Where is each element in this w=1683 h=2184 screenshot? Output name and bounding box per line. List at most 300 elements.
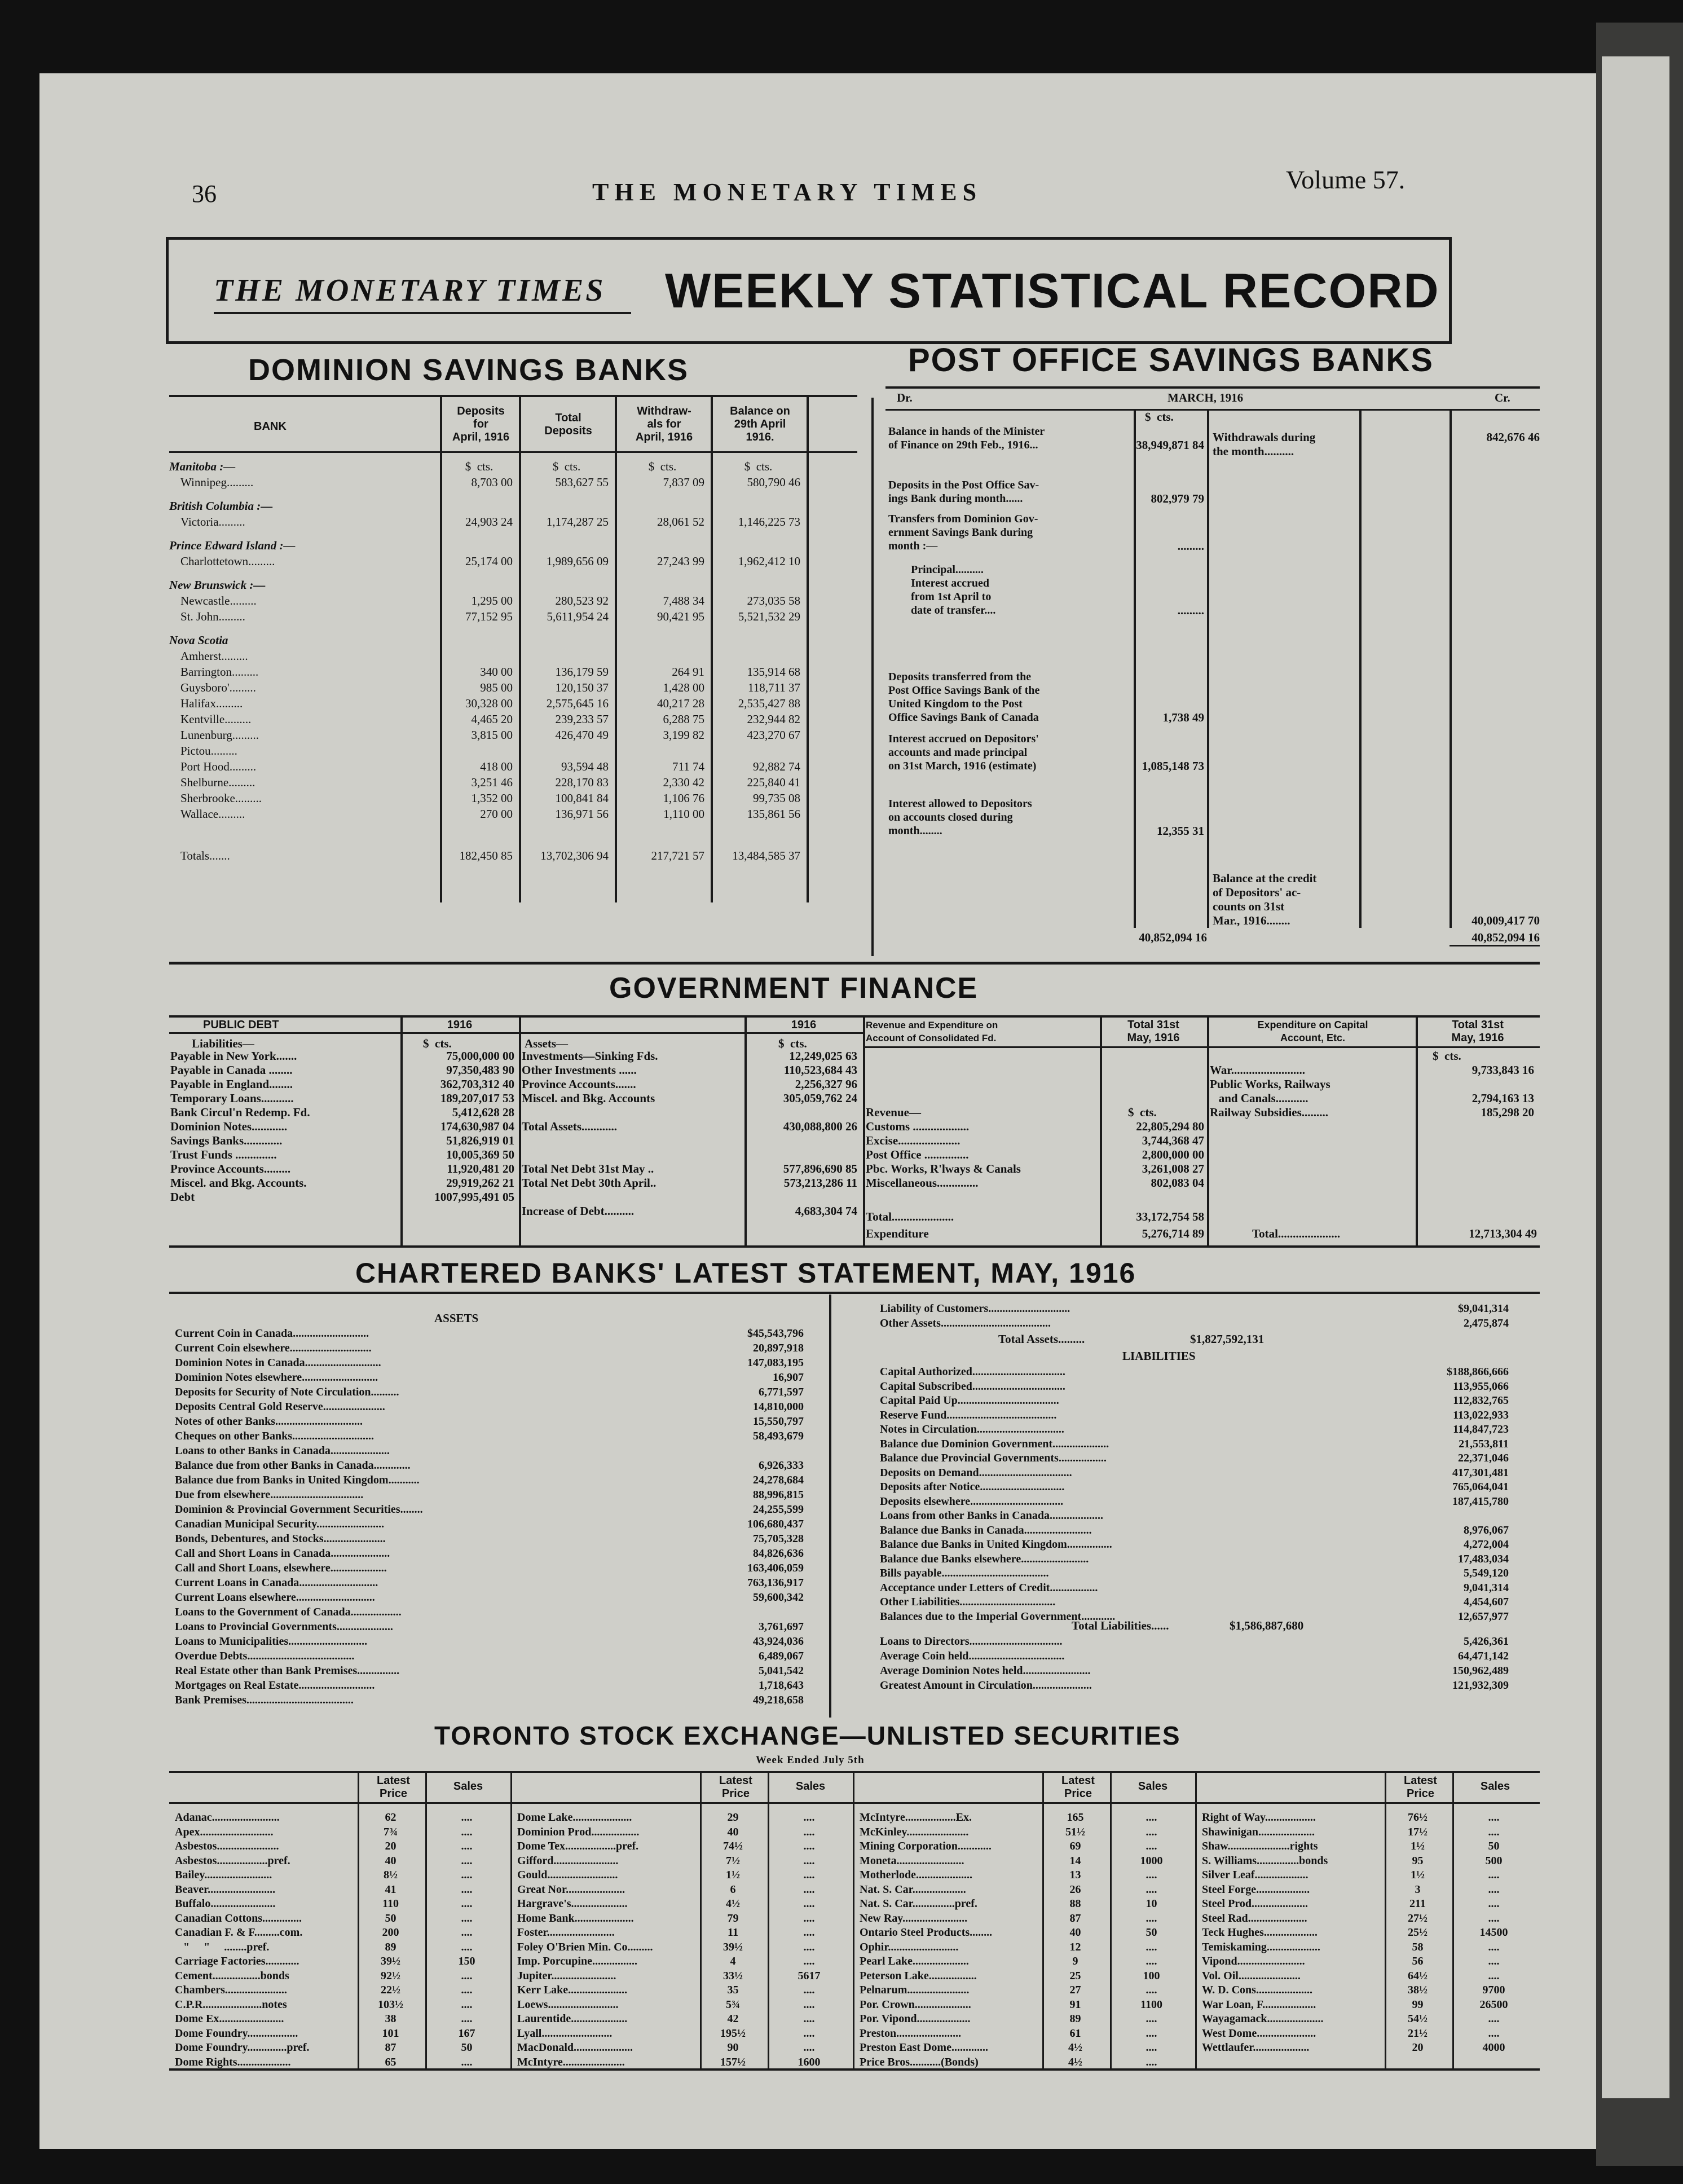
rule	[1385, 1771, 1386, 2068]
liability-label: Payable in New York.......	[170, 1049, 297, 1063]
stock-price: 5¾	[726, 1998, 740, 2011]
capital-label: Public Works, Railways	[1210, 1077, 1330, 1091]
dominion-cell-t: 1,174,287 25	[546, 515, 609, 529]
asset-value: 305,059,762 24	[783, 1091, 857, 1105]
capital-label: Railway Subsidies.........	[1210, 1106, 1329, 1119]
stock-name: West Dome.....................	[1202, 2027, 1316, 2040]
dominion-row	[169, 744, 807, 758]
dominion-cell-d: 1,352 00	[471, 791, 513, 805]
revenue-total-label: Total.....................	[866, 1210, 954, 1223]
col-deposits: Deposits for April, 1916	[452, 405, 510, 443]
stock-price: 89	[385, 1940, 396, 1953]
stock-sales: 9700	[1482, 1984, 1505, 1996]
stock-price: 65	[385, 2055, 396, 2068]
dominion-row-label: Totals.......	[180, 849, 230, 862]
stock-price: 13	[1069, 1869, 1081, 1881]
stock-col-price: Latest Price	[1061, 1774, 1095, 1800]
po-item-text: Deposits in the Post Office Sav- ings Bank during month......	[888, 479, 1039, 505]
stock-price: 62	[385, 1811, 396, 1824]
dominion-row	[169, 594, 807, 608]
chartered-customer-label: Liability of Customers.............................	[880, 1302, 1070, 1315]
dominion-cell-d: 3,251 46	[471, 776, 513, 789]
chartered-asset-label: Loans to the Government of Canada..................	[175, 1606, 402, 1618]
asset-value: 110,523,684 43	[783, 1063, 857, 1077]
stock-name: Por. Vipond...................	[860, 2013, 971, 2025]
asset-label: Investments—Sinking Fds.	[522, 1049, 658, 1063]
chartered-asset-value: 147,083,195	[747, 1357, 804, 1369]
stock-sales: 50	[1488, 1840, 1500, 1852]
dominion-cell-d: 418 00	[480, 760, 513, 773]
stock-price: 17½	[1408, 1825, 1428, 1838]
stock-name: Apex..........................	[175, 1825, 274, 1838]
dominion-row-label: Pictou.........	[180, 744, 237, 758]
dominion-row	[169, 539, 807, 553]
stock-sales: ....	[461, 1926, 473, 1939]
chartered-asset-label: Dominion Notes in Canada...........................	[175, 1357, 381, 1369]
stock-price: 20	[1412, 2041, 1424, 2054]
liability-value: 174,630,987 04	[440, 1120, 514, 1133]
dominion-cell-w: 1,106 76	[663, 791, 704, 805]
capital-head: Expenditure on Capital Account, Etc.	[1257, 1019, 1368, 1043]
stock-sales: ....	[1146, 1883, 1157, 1896]
dominion-row-label: Barrington.........	[180, 665, 259, 679]
dominion-cell-d: 1,295 00	[471, 594, 513, 607]
liability-value: 29,919,262 21	[446, 1176, 514, 1190]
chartered-asset-label: Loans to Municipalities............................	[175, 1635, 368, 1648]
stock-sales: 150	[458, 1955, 475, 1967]
po-item-amount: 1,085,148 73	[1142, 759, 1204, 773]
po-unit: $ cts.	[1145, 410, 1174, 424]
revenue-value: 22,805,294 80	[1136, 1120, 1204, 1133]
chartered-asset-value: 20,897,918	[753, 1342, 804, 1354]
dominion-cell-t: 280,523 92	[555, 594, 609, 607]
chartered-asset-value: 6,489,067	[759, 1650, 804, 1662]
capital-label: and Canals...........	[1210, 1091, 1308, 1105]
liability-label: Dominion Notes............	[170, 1120, 288, 1133]
chartered-customer-value: 2,475,874	[1464, 1317, 1509, 1329]
dominion-cell-b: 1,962,412 10	[738, 554, 800, 568]
liability-value: 11,920,481 20	[447, 1162, 514, 1175]
po-item-text: Balance in hands of the Minister of Finance on 29th Feb., 1916...	[888, 425, 1045, 451]
assets-unit: $ cts.	[778, 1037, 807, 1050]
stock-name: Foster........................	[517, 1926, 615, 1939]
stock-name: Asbestos..................pref.	[175, 1854, 290, 1867]
liability-label: Payable in England........	[170, 1077, 293, 1091]
dominion-cell-b: 232,944 82	[747, 712, 800, 726]
chartered-asset-label: Loans to other Banks in Canada.....................	[175, 1445, 390, 1457]
chartered-asset-value: 14,810,000	[753, 1401, 804, 1413]
debt-year: 1916	[447, 1019, 473, 1031]
stock-sales: ....	[1146, 2041, 1157, 2054]
stock-name: Buffalo.......................	[175, 1897, 276, 1910]
stock-name: Por. Crown....................	[860, 1998, 971, 2011]
chartered-liability-label: Capital Subscribed.................................	[880, 1380, 1065, 1393]
stock-name: Price Bros...........(Bonds)	[860, 2055, 979, 2068]
chartered-liability-label: Balance due Banks in Canada........................	[880, 1523, 1092, 1536]
stock-price: 211	[1409, 1897, 1426, 1910]
liability-label: Province Accounts.........	[170, 1162, 291, 1175]
stock-price: 12	[1069, 1940, 1081, 1953]
stock-sales: ....	[803, 2041, 815, 2054]
assets-year: 1916	[791, 1019, 817, 1031]
chartered-asset-value: 58,493,679	[753, 1430, 804, 1442]
dominion-cell-d: 270 00	[480, 807, 513, 821]
po-item-text: Transfers from Dominion Gov- ernment Savings Bank during month :—	[888, 513, 1038, 552]
stock-name: War Loan, F...................	[1202, 1998, 1316, 2011]
stock-price: 1½	[726, 1869, 740, 1881]
dominion-row	[169, 499, 807, 513]
dominion-row	[169, 728, 807, 742]
dominion-row	[169, 578, 807, 592]
stock-price: 41	[385, 1883, 396, 1896]
dominion-cell-d: 25,174 00	[465, 554, 513, 568]
dominion-cell-d: 24,903 24	[465, 515, 513, 529]
revenue-label: Revenue—	[866, 1106, 921, 1119]
stock-name: Preston East Dome.............	[860, 2041, 988, 2054]
dominion-row-label: British Columbia :—	[169, 499, 273, 513]
dominion-row	[169, 681, 807, 695]
dominion-cell-t: 228,170 83	[555, 776, 609, 789]
expenditure-label: Expenditure	[866, 1227, 929, 1240]
stock-title: TORONTO STOCK EXCHANGE—UNLISTED SECURITIES	[434, 1721, 1181, 1750]
rule	[169, 1771, 1540, 1773]
liability-label: Bank Circul'n Redemp. Fd.	[170, 1106, 310, 1119]
revenue-col: Total 31st May, 1916	[1127, 1019, 1180, 1044]
dominion-row	[169, 760, 807, 774]
stock-sales: ....	[803, 1998, 815, 2011]
dominion-row-label: Halifax.........	[180, 697, 243, 710]
chartered-bottom-label: Greatest Amount in Circulation.....................	[880, 1679, 1092, 1692]
revenue-head: Revenue and Expenditure on Account of Consolidated Fd.	[866, 1020, 998, 1043]
chartered-liability-value: 8,976,067	[1464, 1523, 1509, 1536]
stock-price: 110	[382, 1897, 399, 1910]
stock-sales: ....	[461, 1940, 473, 1953]
stock-name: Loews.........................	[517, 1998, 619, 2011]
chartered-asset-value: 6,926,333	[759, 1459, 804, 1472]
stock-sales: ....	[1146, 1955, 1157, 1967]
stock-price: 22½	[381, 1984, 400, 1996]
stock-name: McIntyre..................Ex.	[860, 1811, 972, 1824]
dominion-row	[169, 776, 807, 790]
stock-sales: ....	[461, 1840, 473, 1852]
po-withdrawals-amount: 842,676 46	[1486, 430, 1540, 444]
liabilities-head: Liabilities—	[192, 1037, 254, 1050]
dominion-cell-d: 3,815 00	[471, 728, 513, 742]
stock-sales: ....	[1488, 2013, 1500, 2025]
stock-name: MacDonald.....................	[517, 2041, 633, 2054]
stock-price: 14	[1069, 1854, 1081, 1867]
chartered-asset-label: Bonds, Debentures, and Stocks......................	[175, 1533, 386, 1545]
chartered-asset-value: 3,761,697	[759, 1621, 804, 1633]
liability-value: 75,000,000 00	[446, 1049, 514, 1063]
stock-sales: ....	[1488, 1883, 1500, 1896]
stock-price: 38½	[1408, 1984, 1428, 1996]
chartered-title: CHARTERED BANKS' LATEST STATEMENT, MAY, 1916	[355, 1257, 1136, 1289]
dominion-cell-t: 5,611,954 24	[547, 610, 609, 623]
stock-sales: ....	[461, 1854, 473, 1867]
liability-value: 1007,995,491 05	[434, 1190, 514, 1204]
dominion-row-label: Victoria.........	[180, 515, 245, 529]
stock-price: 39½	[381, 1955, 400, 1967]
dominion-row	[169, 554, 807, 569]
stock-sales: ....	[461, 1883, 473, 1896]
stock-name: Beaver........................	[175, 1883, 276, 1896]
rule	[358, 1771, 359, 2068]
chartered-asset-value: 24,278,684	[753, 1474, 804, 1486]
stock-name: New Ray.......................	[860, 1912, 968, 1925]
dominion-cell-w: 217,721 57	[651, 849, 704, 862]
stock-name: W. D. Cons....................	[1202, 1984, 1312, 1996]
stock-name: Adanac........................	[175, 1811, 280, 1824]
chartered-liability-value: 22,371,046	[1458, 1452, 1509, 1464]
dominion-cell-b: 1,146,225 73	[738, 515, 800, 529]
stock-sales: ....	[1488, 1940, 1500, 1953]
stock-sales: 50	[461, 2041, 473, 2054]
stock-name: McIntyre......................	[517, 2055, 625, 2068]
dominion-row-label: Nova Scotia	[169, 633, 228, 647]
dominion-cell-w: 3,199 82	[663, 728, 704, 742]
stock-price: 58	[1412, 1940, 1424, 1953]
chartered-liability-value: 187,415,780	[1452, 1495, 1509, 1508]
stock-sales: ....	[1146, 1940, 1157, 1953]
stock-name: Dome Foundry..................	[175, 2027, 298, 2040]
chartered-liability-label: Deposits on Demand.................................	[880, 1466, 1072, 1479]
dominion-cell-d: 182,450 85	[459, 849, 513, 862]
stock-sales: ....	[461, 1912, 473, 1925]
dominion-row-label: Amherst.........	[180, 649, 248, 663]
dominion-cell-w: 264 91	[672, 665, 704, 679]
dominion-row	[169, 697, 807, 711]
stock-name: Steel Forge...................	[1202, 1883, 1310, 1896]
dominion-cell-d: 340 00	[480, 665, 513, 679]
dominion-row-label: St. John.........	[180, 610, 245, 623]
stock-price: 42	[727, 2013, 739, 2025]
stock-price: 29	[727, 1811, 739, 1824]
stock-price: 195½	[720, 2027, 746, 2040]
stock-price: 7½	[726, 1854, 740, 1867]
stock-name: Canadian F. & F.........com.	[175, 1926, 303, 1939]
chartered-liability-value: 765,064,041	[1452, 1481, 1509, 1493]
capital-total-label: Total.....................	[1252, 1227, 1341, 1240]
stock-price: 33½	[723, 1969, 743, 1982]
dominion-cell-w: 27,243 99	[657, 554, 704, 568]
chartered-asset-label: Dominion Notes elsewhere...........................	[175, 1371, 378, 1384]
chartered-asset-label: Call and Short Loans, elsewhere....................	[175, 1562, 387, 1574]
dominion-cell-b: 135,861 56	[747, 807, 800, 821]
rule	[1042, 1771, 1044, 2068]
stock-name: C.P.R.....................notes	[175, 1998, 287, 2011]
chartered-asset-label: Current Loans in Canada............................	[175, 1577, 378, 1589]
stock-sales: ....	[803, 1912, 815, 1925]
chartered-asset-label: Deposits Central Gold Reserve......................	[175, 1401, 385, 1413]
chartered-asset-value: 16,907	[773, 1371, 804, 1384]
po-item-amount: .........	[1177, 539, 1204, 553]
stock-price: 4½	[1068, 2041, 1082, 2054]
po-balance: Balance at the credit of Depositors' ac- counts on 31st Mar., 1916........	[1213, 871, 1317, 927]
asset-value: 573,213,286 11	[783, 1176, 857, 1190]
stock-sales: 10	[1146, 1897, 1157, 1910]
dominion-cell-t: 93,594 48	[561, 760, 609, 773]
stock-sales: 26500	[1479, 1998, 1508, 2011]
chartered-liability-label: Bills payable......................................	[880, 1567, 1049, 1579]
stock-price: 40	[727, 1825, 739, 1838]
stock-name: Mining Corporation............	[860, 1840, 992, 1852]
dominion-row-label: Lunenburg.........	[180, 728, 259, 742]
stock-name: Preston.......................	[860, 2027, 962, 2040]
stock-price: 4	[730, 1955, 736, 1967]
total-assets-value: $1,827,592,131	[1190, 1332, 1265, 1346]
revenue-label: Customs ...................	[866, 1120, 970, 1133]
stock-price: 74½	[723, 1840, 743, 1852]
stock-price: 165	[1067, 1811, 1084, 1824]
po-item-amount: 38,949,871 84	[1136, 438, 1204, 452]
asset-label: Province Accounts.......	[522, 1077, 636, 1091]
chartered-liability-value: 4,454,607	[1464, 1596, 1509, 1608]
chartered-asset-label: Balance due from Banks in United Kingdom...........	[175, 1474, 420, 1486]
stock-col-sales: Sales	[1480, 1780, 1510, 1793]
chartered-bottom-label: Loans to Directors.................................	[880, 1635, 1063, 1648]
stock-price: 40	[385, 1854, 396, 1867]
stock-name: Pelnarum......................	[860, 1984, 970, 1996]
chartered-liability-label: Balance due Dominion Government....................	[880, 1437, 1109, 1450]
po-left-total: 40,852,094 16	[1139, 931, 1207, 944]
revenue-value: 3,744,368 47	[1142, 1134, 1204, 1147]
stock-price: 89	[1069, 2013, 1081, 2025]
stock-sales: ....	[1488, 1869, 1500, 1881]
stock-price: 25½	[1408, 1926, 1428, 1939]
po-withdrawals: Withdrawals during the month..........	[1213, 430, 1316, 458]
stock-price: 11	[728, 1926, 738, 1939]
chartered-asset-value: $45,543,796	[747, 1327, 804, 1340]
chartered-liability-value: 12,657,977	[1458, 1610, 1509, 1623]
dominion-cell-w: 90,421 95	[657, 610, 704, 623]
dominion-cell-w: 711 74	[672, 760, 704, 773]
chartered-asset-value: 6,771,597	[759, 1386, 804, 1398]
capital-value: 9,733,843 16	[1471, 1063, 1534, 1077]
stock-col-price: Latest Price	[377, 1774, 410, 1800]
stock-sales: 1600	[798, 2055, 821, 2068]
chartered-assets-head: ASSETS	[434, 1311, 479, 1325]
stock-sales: ....	[803, 1854, 815, 1867]
chartered-asset-label: Current Coin elsewhere.............................	[175, 1342, 372, 1354]
chartered-liabilities-head: LIABILITIES	[1122, 1349, 1196, 1363]
unit-label: $ cts.	[552, 460, 581, 473]
stock-sales: ....	[1146, 1825, 1157, 1838]
dominion-cell-b: 225,840 41	[747, 776, 800, 789]
stock-sales: 1100	[1140, 1998, 1162, 2011]
stock-name: Steel Prod....................	[1202, 1897, 1308, 1910]
stock-name: Shaw......................rights	[1202, 1840, 1318, 1852]
dominion-row-label: Winnipeg.........	[180, 475, 254, 489]
dominion-cell-t: 1,989,656 09	[546, 554, 609, 568]
dominion-title: DOMINION SAVINGS BANKS	[248, 353, 689, 387]
stock-name: Laurentide....................	[517, 2013, 628, 2025]
chartered-liability-value: $188,866,666	[1447, 1366, 1509, 1378]
dominion-row	[169, 807, 807, 821]
stock-name: Cement.................bonds	[175, 1969, 289, 1982]
stock-name: Home Bank.....................	[517, 1912, 634, 1925]
unit-label: $ cts.	[744, 460, 773, 473]
dominion-cell-t: 100,841 84	[555, 791, 609, 805]
capital-value: 2,794,163 13	[1471, 1091, 1534, 1105]
dominion-cell-w: 7,488 34	[663, 594, 704, 607]
po-item-text: Interest allowed to Depositors on accounts closed during month........	[888, 798, 1032, 837]
dominion-row	[169, 610, 807, 624]
banner-underline	[214, 312, 631, 314]
assets-head: Assets—	[525, 1037, 568, 1050]
dominion-cell-b: 580,790 46	[747, 475, 800, 489]
chartered-liability-value: 21,553,811	[1459, 1437, 1509, 1450]
stock-sales: ....	[461, 1869, 473, 1881]
chartered-liability-label: Deposits elsewhere.................................	[880, 1495, 1064, 1508]
liability-label: Debt	[170, 1190, 195, 1204]
chartered-asset-label: Canadian Municipal Security........................	[175, 1518, 385, 1530]
stock-name: Nat. S. Car...................	[860, 1883, 966, 1896]
dominion-row	[169, 475, 807, 490]
rule	[1110, 1771, 1112, 2068]
volume-label: Volume 57.	[1286, 165, 1406, 194]
stock-price: 157½	[720, 2055, 746, 2068]
stock-price: 51½	[1065, 1825, 1085, 1838]
total-liabilities-label: Total Liabilities......	[1072, 1619, 1169, 1632]
revenue-value: 802,083 04	[1151, 1176, 1204, 1190]
dominion-row-label: Wallace.........	[180, 807, 245, 821]
dominion-cell-w: 7,837 09	[663, 475, 704, 489]
dominion-row	[169, 791, 807, 805]
stock-sales: ....	[1146, 1869, 1157, 1881]
chartered-asset-label: Dominion & Provincial Government Securities........	[175, 1503, 423, 1516]
stock-name: Nat. S. Car...............pref.	[860, 1897, 977, 1910]
dominion-row-label: Sherbrooke.........	[180, 791, 262, 805]
running-title: THE MONETARY TIMES	[592, 178, 983, 206]
public-debt-head: PUBLIC DEBT	[203, 1019, 279, 1031]
dominion-row	[169, 665, 807, 679]
po-item-amount: .........	[1177, 604, 1204, 617]
po-dr: Dr.	[897, 391, 913, 404]
stock-sales: 14500	[1479, 1926, 1508, 1939]
chartered-liability-value: 113,955,066	[1453, 1380, 1509, 1393]
chartered-bottom-value: 121,932,309	[1452, 1679, 1509, 1692]
post-office-table	[885, 386, 1540, 956]
government-table	[169, 1015, 1540, 1252]
stock-sales: ....	[1488, 1825, 1500, 1838]
chartered-liability-label: Deposits after Notice..............................	[880, 1481, 1065, 1493]
total-liabilities-value: $1,586,887,680	[1230, 1619, 1304, 1632]
col-bank: BANK	[254, 420, 287, 433]
stock-name: Hargrave's....................	[517, 1897, 628, 1910]
liability-label: Temporary Loans...........	[170, 1091, 294, 1105]
stock-price: 38	[385, 2013, 396, 2025]
stock-name: Asbestos......................	[175, 1840, 279, 1852]
dominion-row	[169, 712, 807, 726]
po-item-amount: 1,738 49	[1162, 711, 1204, 724]
dominion-row-label: Port Hood.........	[180, 760, 257, 773]
stock-price: 27½	[1408, 1912, 1428, 1925]
col-total-deposits: Total Deposits	[544, 412, 592, 437]
chartered-asset-value: 163,406,059	[747, 1562, 804, 1574]
stock-sales: 4000	[1482, 2041, 1505, 2054]
stock-sales: ....	[803, 1869, 815, 1881]
chartered-liability-value: 112,832,765	[1453, 1394, 1509, 1407]
chartered-asset-label: Mortgages on Real Estate...........................	[175, 1679, 375, 1692]
stock-sales: ....	[1146, 2013, 1157, 2025]
stock-sales: 100	[1143, 1969, 1160, 1982]
dominion-row-label: Shelburne.........	[180, 776, 255, 789]
stock-name: Great Nor.....................	[517, 1883, 625, 1896]
stock-price: 64½	[1408, 1969, 1428, 1982]
stock-price: 79	[727, 1912, 739, 1925]
liability-value: 189,207,017 53	[440, 1091, 514, 1105]
